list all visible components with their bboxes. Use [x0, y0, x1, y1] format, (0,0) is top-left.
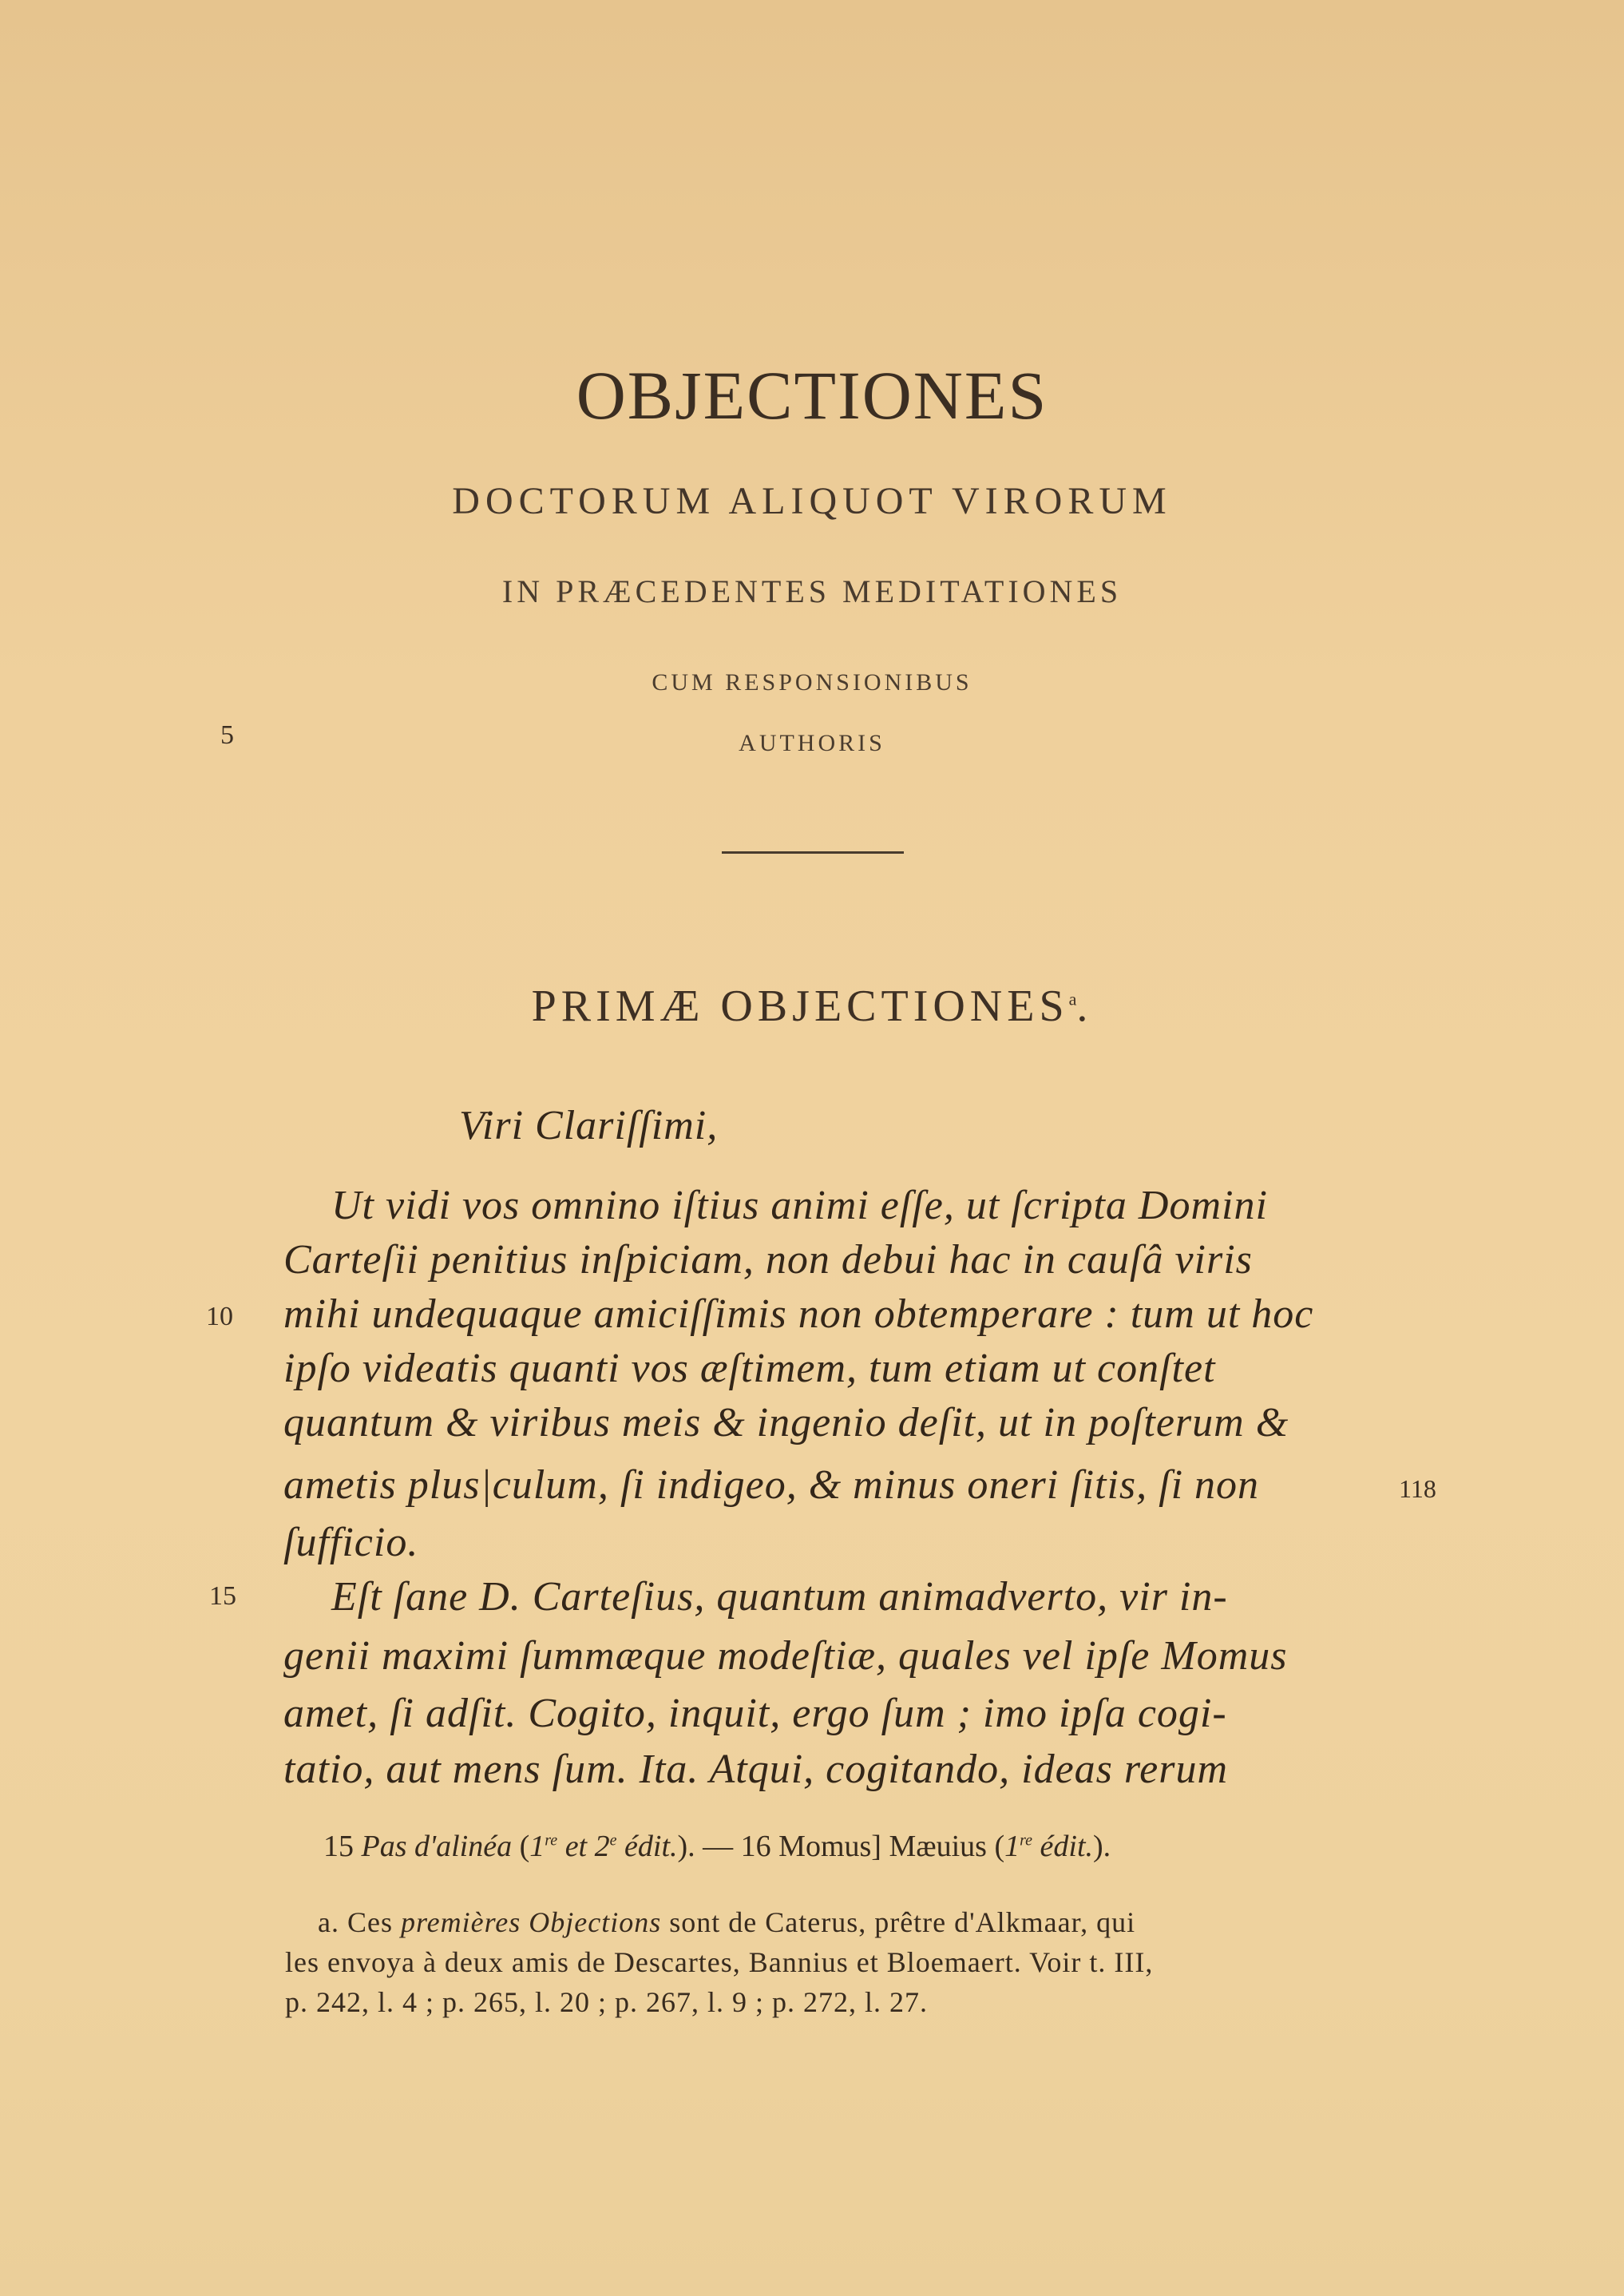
margin-page-number: 118	[1399, 1474, 1436, 1503]
variant-ed1: 1	[529, 1830, 545, 1863]
text-line-1: Ut vidi vos omnino iſtius animi eſſe, ut ſcripta Domini	[331, 1183, 1268, 1228]
section-heading-text: PRIMÆ OBJECTIONES	[531, 981, 1069, 1031]
section-heading	[0, 981, 1624, 1032]
variant-dash: —	[703, 1830, 734, 1863]
variant-note-text: Pas d'alinéa	[361, 1830, 513, 1863]
footnote-italic: premières Objections	[400, 1906, 662, 1938]
variant-ed2-sup: e	[609, 1831, 617, 1850]
salutation: Viri Clariſſimi,	[459, 1103, 719, 1148]
text-line-7: ſufficio.	[283, 1520, 419, 1565]
text-line-2: Carteſii penitius inſpiciam, non debui hac in cauſâ viris	[283, 1237, 1253, 1283]
text-line-4: ipſo videatis quanti vos æſtimem, tum etiam ut conſtet	[283, 1346, 1216, 1391]
text-line-5: quantum & viribus meis & ingenio deſit, ut in poſterum &	[283, 1400, 1289, 1445]
variant-paren-open: (	[519, 1830, 530, 1863]
subtitle-meditationes: IN PRÆCEDENTES MEDITATIONES	[501, 573, 1123, 609]
section-heading-punct: .	[1076, 981, 1093, 1031]
variant-edit: édit.	[624, 1830, 678, 1863]
footnote-pre: Ces	[347, 1906, 393, 1938]
variant-paren-close: ).	[677, 1830, 695, 1863]
text-line-3: mihi undequaque amiciſſimis non obtemperare : tum ut hoc	[283, 1291, 1314, 1337]
variant-paren-open-2: (	[994, 1830, 1005, 1863]
variant-ed3-sup: re	[1020, 1831, 1033, 1850]
variant-edit-2: édit.	[1040, 1830, 1093, 1863]
subtitle-doctorum: DOCTORUM ALIQUOT VIRORUM	[452, 480, 1172, 522]
variant-reading: Mæuius	[889, 1830, 987, 1863]
text-line-9: genii maximi ſummæque modeſtiæ, quales vel ipſe Momus	[283, 1633, 1288, 1679]
page-title: OBJECTIONES	[576, 357, 1048, 434]
footnote-line-1	[318, 1905, 1392, 1939]
variant-line-ref-2: 16	[740, 1830, 771, 1863]
footnote-line-1-rest: sont de Caterus, prêtre d'Alkmaar, qui	[669, 1906, 1136, 1938]
variant-word: Momus]	[778, 1830, 881, 1863]
variant-ed1-sup: re	[545, 1831, 558, 1850]
line-number-10: 10	[206, 1302, 233, 1331]
footnote-line-3: p. 242, l. 4 ; p. 265, l. 20 ; p. 267, l. 9 ; p. 272, l. 27.	[285, 1986, 929, 2018]
variant-line-ref-1: 15	[323, 1830, 354, 1863]
variant-note	[323, 1829, 1111, 1864]
text-line-10: amet, ſi adſit. Cogito, inquit, ergo ſum ; imo ipſa cogi-	[283, 1691, 1227, 1736]
divider-rule	[722, 851, 904, 854]
variant-paren-close-2: ).	[1093, 1830, 1111, 1863]
variant-et: et	[564, 1830, 588, 1863]
footnote-marker: a	[1068, 989, 1077, 1009]
footnote-marker-label: a.	[318, 1906, 339, 1938]
subtitle-responsionibus: CUM RESPONSIONIBUS	[652, 669, 972, 696]
variant-ed3: 1	[1004, 1830, 1020, 1863]
text-line-11: tatio, aut mens ſum. Ita. Atqui, cogitando, ideas rerum	[283, 1747, 1229, 1792]
text-line-6: ametis plus|culum, ſi indigeo, & minus oneri ſitis, ſi non	[283, 1462, 1260, 1508]
variant-ed2: 2	[594, 1830, 610, 1863]
footnote-line-2: les envoya à deux amis de Descartes, Bannius et Bloemaert. Voir t. III,	[285, 1946, 1154, 1978]
subtitle-authoris: AUTHORIS	[739, 730, 885, 756]
text-line-8: Eſt ſane D. Carteſius, quantum animadverto, vir in-	[331, 1574, 1228, 1620]
line-number-5: 5	[220, 720, 234, 750]
line-number-15: 15	[209, 1581, 236, 1611]
